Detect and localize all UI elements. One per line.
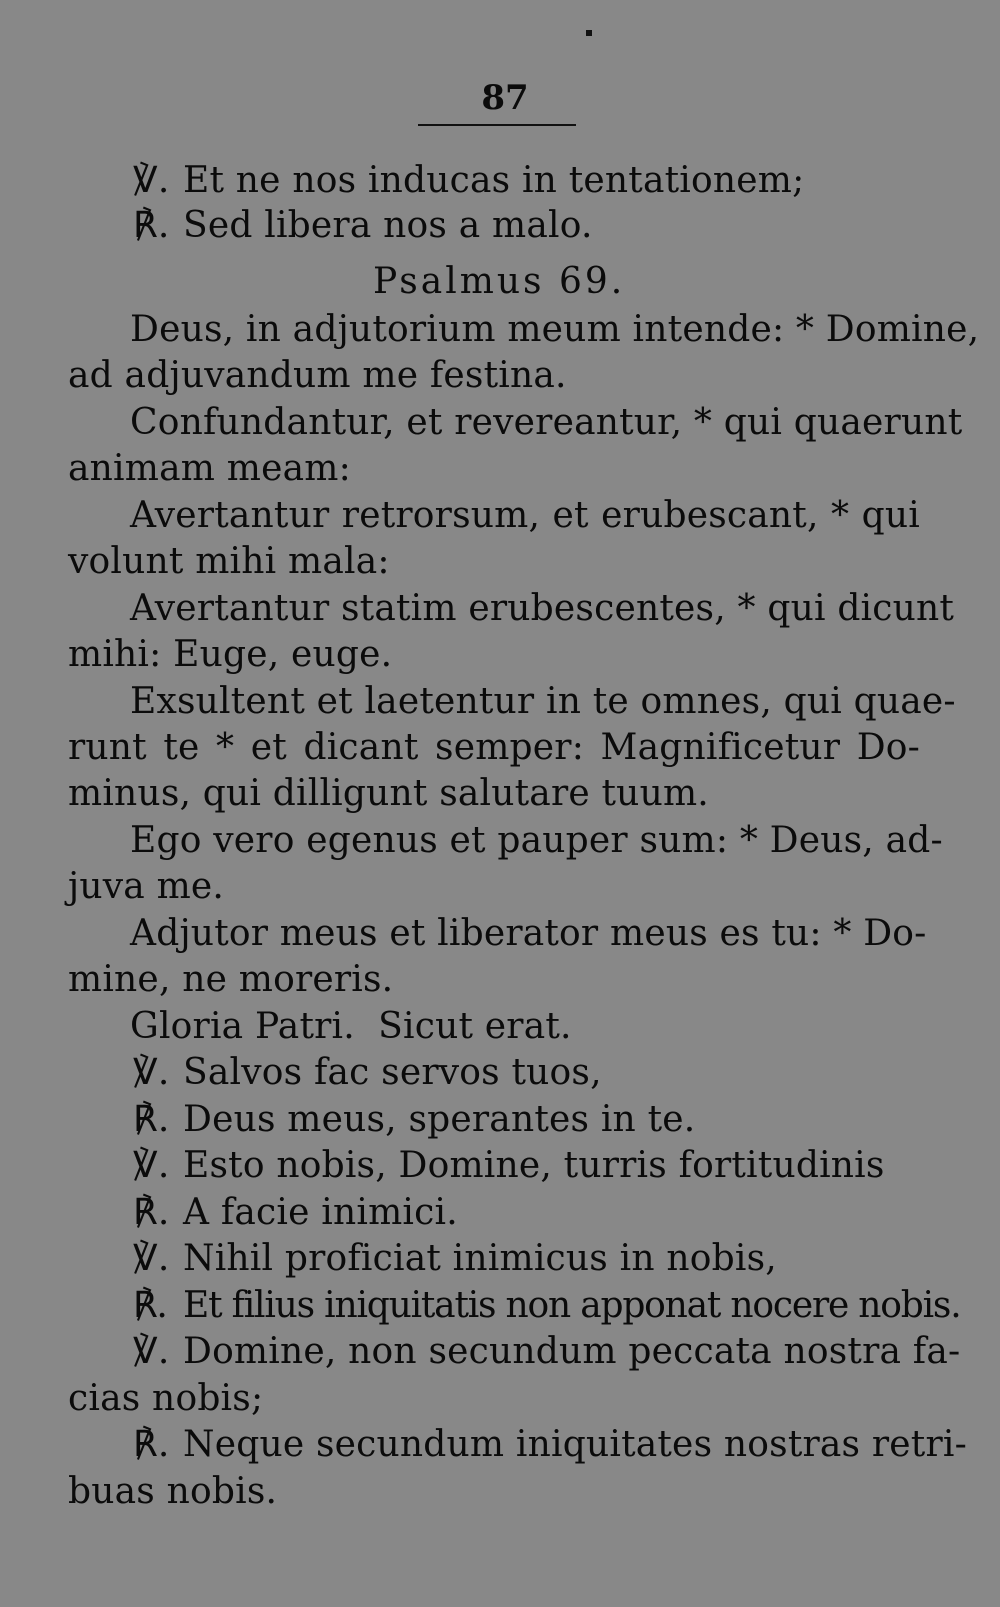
versicle-symbol: ℣. [133,160,170,201]
text-line: Avertantur statim erubescentes, * qui dicunt [130,588,955,629]
text-line: minus, qui dilligunt salutare tuum. [68,773,709,814]
response-line [133,204,593,248]
line-text: Et filius iniquitatis non apponat nocere nobis. [183,1285,961,1326]
line-text: Esto nobis, Domine, turris fortitudinis [183,1145,885,1186]
line-text: Deus meus, sperantes in te. [183,1099,696,1140]
text-line: volunt mihi mala: [68,541,390,582]
versicle-line [133,159,804,203]
text-line: Ego vero egenus et pauper sum: * Deus, ad- [130,820,943,861]
versicle-symbol: ℣. [133,1145,170,1186]
versicle-line [133,1330,961,1374]
speck [586,30,592,36]
versicle-line [133,1051,602,1095]
versicle-symbol: ℣. [133,1052,170,1093]
text-line: cias nobis; [68,1378,264,1419]
line-text: Et ne nos inducas in tentationem; [183,160,805,201]
text-line: animam meam: [68,448,351,489]
text-line: Gloria Patri. Sicut erat. [130,1006,572,1047]
response-line [133,1191,458,1235]
line-text: Sed libera nos a malo. [183,205,593,246]
text-line: juva me. [68,866,225,907]
versicle-line [133,1144,885,1188]
text-line: Deus, in adjutorium meum intende: * Domine, [130,309,980,350]
response-symbol: ℟. [133,1285,167,1326]
versicle-symbol: ℣. [133,1331,170,1372]
line-text: Domine, non secundum peccata nostra fa- [183,1331,961,1372]
response-line [133,1098,695,1142]
text-line: buas nobis. [68,1471,278,1512]
versicle-line [133,1237,777,1281]
text-line: Confundantur, et revereantur, * qui quaerunt [130,402,963,443]
header-rule [418,124,576,126]
versicle-symbol: ℣. [133,1238,170,1279]
response-line [133,1423,967,1467]
text-line: ad adjuvandum me festina. [68,355,567,396]
text-line: Avertantur retrorsum, et erubescant, * qui [130,495,920,536]
text-line: mine, ne moreris. [68,959,394,1000]
response-symbol: ℟. [133,1099,170,1140]
line-text: Salvos fac servos tuos, [183,1052,602,1093]
response-line [133,1284,960,1328]
page-number: 87 [481,78,529,118]
response-symbol: ℟. [133,1424,170,1465]
text-line: runt te * et dicant semper: Magnificetur Do- [68,727,920,768]
text-line: mihi: Euge, euge. [68,634,393,675]
psalm-heading: Psalmus 69. [373,261,626,302]
text-line: Adjutor meus et liberator meus es tu: * Do- [130,913,927,954]
line-text: Nihil proficiat inimicus in nobis, [183,1238,777,1279]
line-text: A facie inimici. [183,1192,458,1233]
line-text: Neque secundum iniquitates nostras retri- [183,1424,967,1465]
response-symbol: ℟. [133,1192,170,1233]
response-symbol: ℟. [133,205,170,246]
text-line: Exsultent et laetentur in te omnes, qui quae- [130,681,956,722]
